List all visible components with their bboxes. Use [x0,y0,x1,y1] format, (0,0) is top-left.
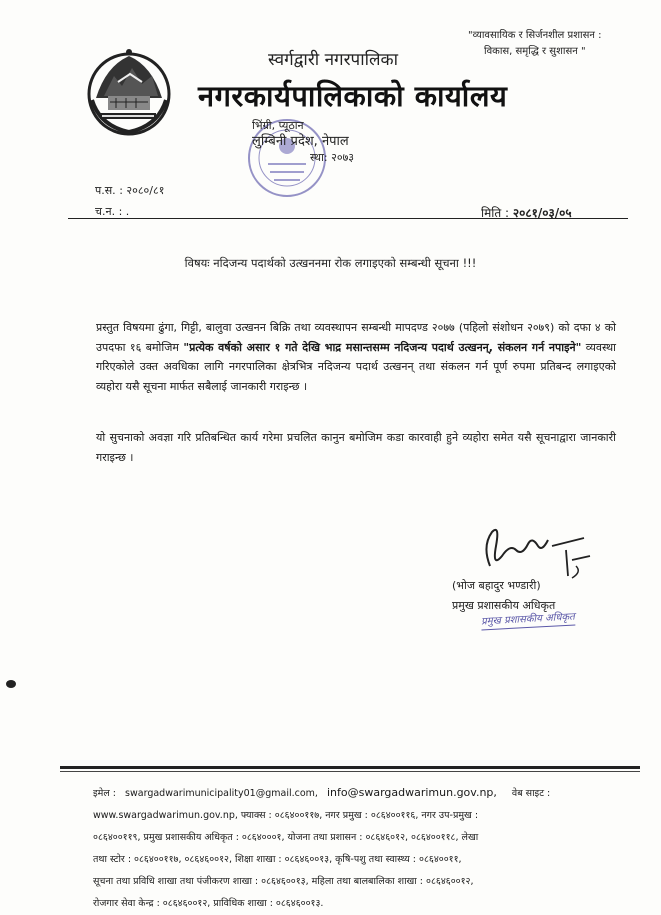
nepal-emblem-icon [86,46,172,136]
chn-label: च.न. [95,205,116,218]
date-label: मिति : [481,206,510,220]
office-title: नगरकार्यपालिकाको कार्यालय [198,79,508,113]
municipality-name: स्वर्गद्वारी नगरपालिका [268,50,398,70]
notice-paragraph-1 [96,318,616,396]
ps-value: : २०८०/८१ [119,184,165,197]
signatory-name: (भोज बहादुर भण्डारी) [452,579,541,592]
footer-line-1 [93,782,653,805]
website-label: वेब साइट : [511,788,551,799]
para1-bold-text: "प्रत्येक वर्षको असार १ गते देखि भाद्र मसान्तसम्म नदिजन्य पदार्थ उत्खनन्, संकलन गर्न नपाइने" [183,340,582,354]
email-gmail[interactable]: swargadwarimunicipality01@gmail.com, [125,788,318,799]
signatory-title: प्रमुख प्रशासकीय अधिकृत [452,599,556,612]
location-line-3: स्था: २०७३ [310,151,355,164]
footer-line-4: तथा स्टोर : ०८६४००११७, ०८६४६००१२, शिक्षा शाखा : ०८६४६००१३, कृषि-पशु तथा स्वास्थ्य : ०८६४००११, [93,854,462,865]
motto-line-2: विकास, समृद्धि र सुशासन " [484,46,586,57]
para1-text-b: व्यवस्था गरिएकोले उक्त अवधिका लागि नगरपालिका क्षेत्रभित्र नदिजन्य पदार्थ उत्खनन् तथा संकलन गर्न पूर्ण रुपमा प्रतिबन्द लगाइएको व्यहोरा यसै सूचना मार्फत सबैलाई जानकारी गराइन्छ । [96,340,616,393]
chn-reference [95,204,129,219]
footer-line-3: ०८६४००११९, प्रमुख प्रशासकीय अधिकृत : ०८६४०००१, योजना तथा प्रशासन : ०८६४६०१२, ०८६४००११८, लेखा [93,832,479,843]
chn-value: : . [118,205,130,218]
header-divider [68,218,628,219]
designation-stamp: प्रमुख प्रशासकीय अधिकृत [481,609,576,631]
motto [468,28,648,60]
notice-subject: विषयः नदिजन्य पदार्थको उत्खननमा रोक लगाइएको सम्बन्धी सूचना !!! [184,256,477,270]
ps-reference [95,183,164,198]
para1-text-a: प्रस्तुत विषयमा ढुंगा, गिट्टी, बालुवा उत्खनन बिक्रि तथा व्यवस्थापन सम्बन्धी मापदण्ड २०७७ (पहिलो संशोधन २०७९) को दफा ४ को उपदफा १६ बमोजिम [96,321,616,354]
footer-line-6: रोजगार सेवा केन्द्र : ०८६४६००१२, प्राविधिक शाखा : ०८६४६००१३. [93,898,324,909]
email-official[interactable]: info@swargadwarimun.gov.np, [326,786,497,799]
office-location [252,118,354,166]
motto-line-1: "व्यावसायिक र सिर्जनशील प्रशासन : [468,30,602,41]
handwritten-signature-icon [472,516,602,586]
ink-spot [6,680,16,688]
footer-line-5: सूचना तथा प्रविधि शाखा तथा पंजीकरण शाखा : ०८६४६००१३, महिला तथा बालबालिका शाखा : ०८६४६००१२, [93,876,474,887]
footer-divider-thin [60,771,640,772]
contact-footer [93,782,653,915]
location-line-1: भिंग्री, प्यूठान [252,119,304,132]
notice-paragraph-2: यो सुचनाको अवज्ञा गरि प्रतिबन्धित कार्य गरेमा प्रचलित कानुन बमोजिम कडा कारवाही हुने व्यहोरा समेत यसै सूचनाद्वारा जानकारी गराइन्छ । [96,431,616,464]
ps-label: प.स. [95,184,116,197]
email-label: इमेल : [93,788,117,799]
date-value: २०८१/०३/०५ [512,206,572,220]
location-line-2: लुम्बिनी प्रदेश, नेपाल [252,134,349,149]
footer-divider-thick [60,766,640,769]
footer-line-2: www.swargadwarimun.gov.np, फ्याक्स : ०८६४००११७, नगर प्रमुख : ०८६४००११६, नगर उप-प्रमुख : [93,810,479,821]
